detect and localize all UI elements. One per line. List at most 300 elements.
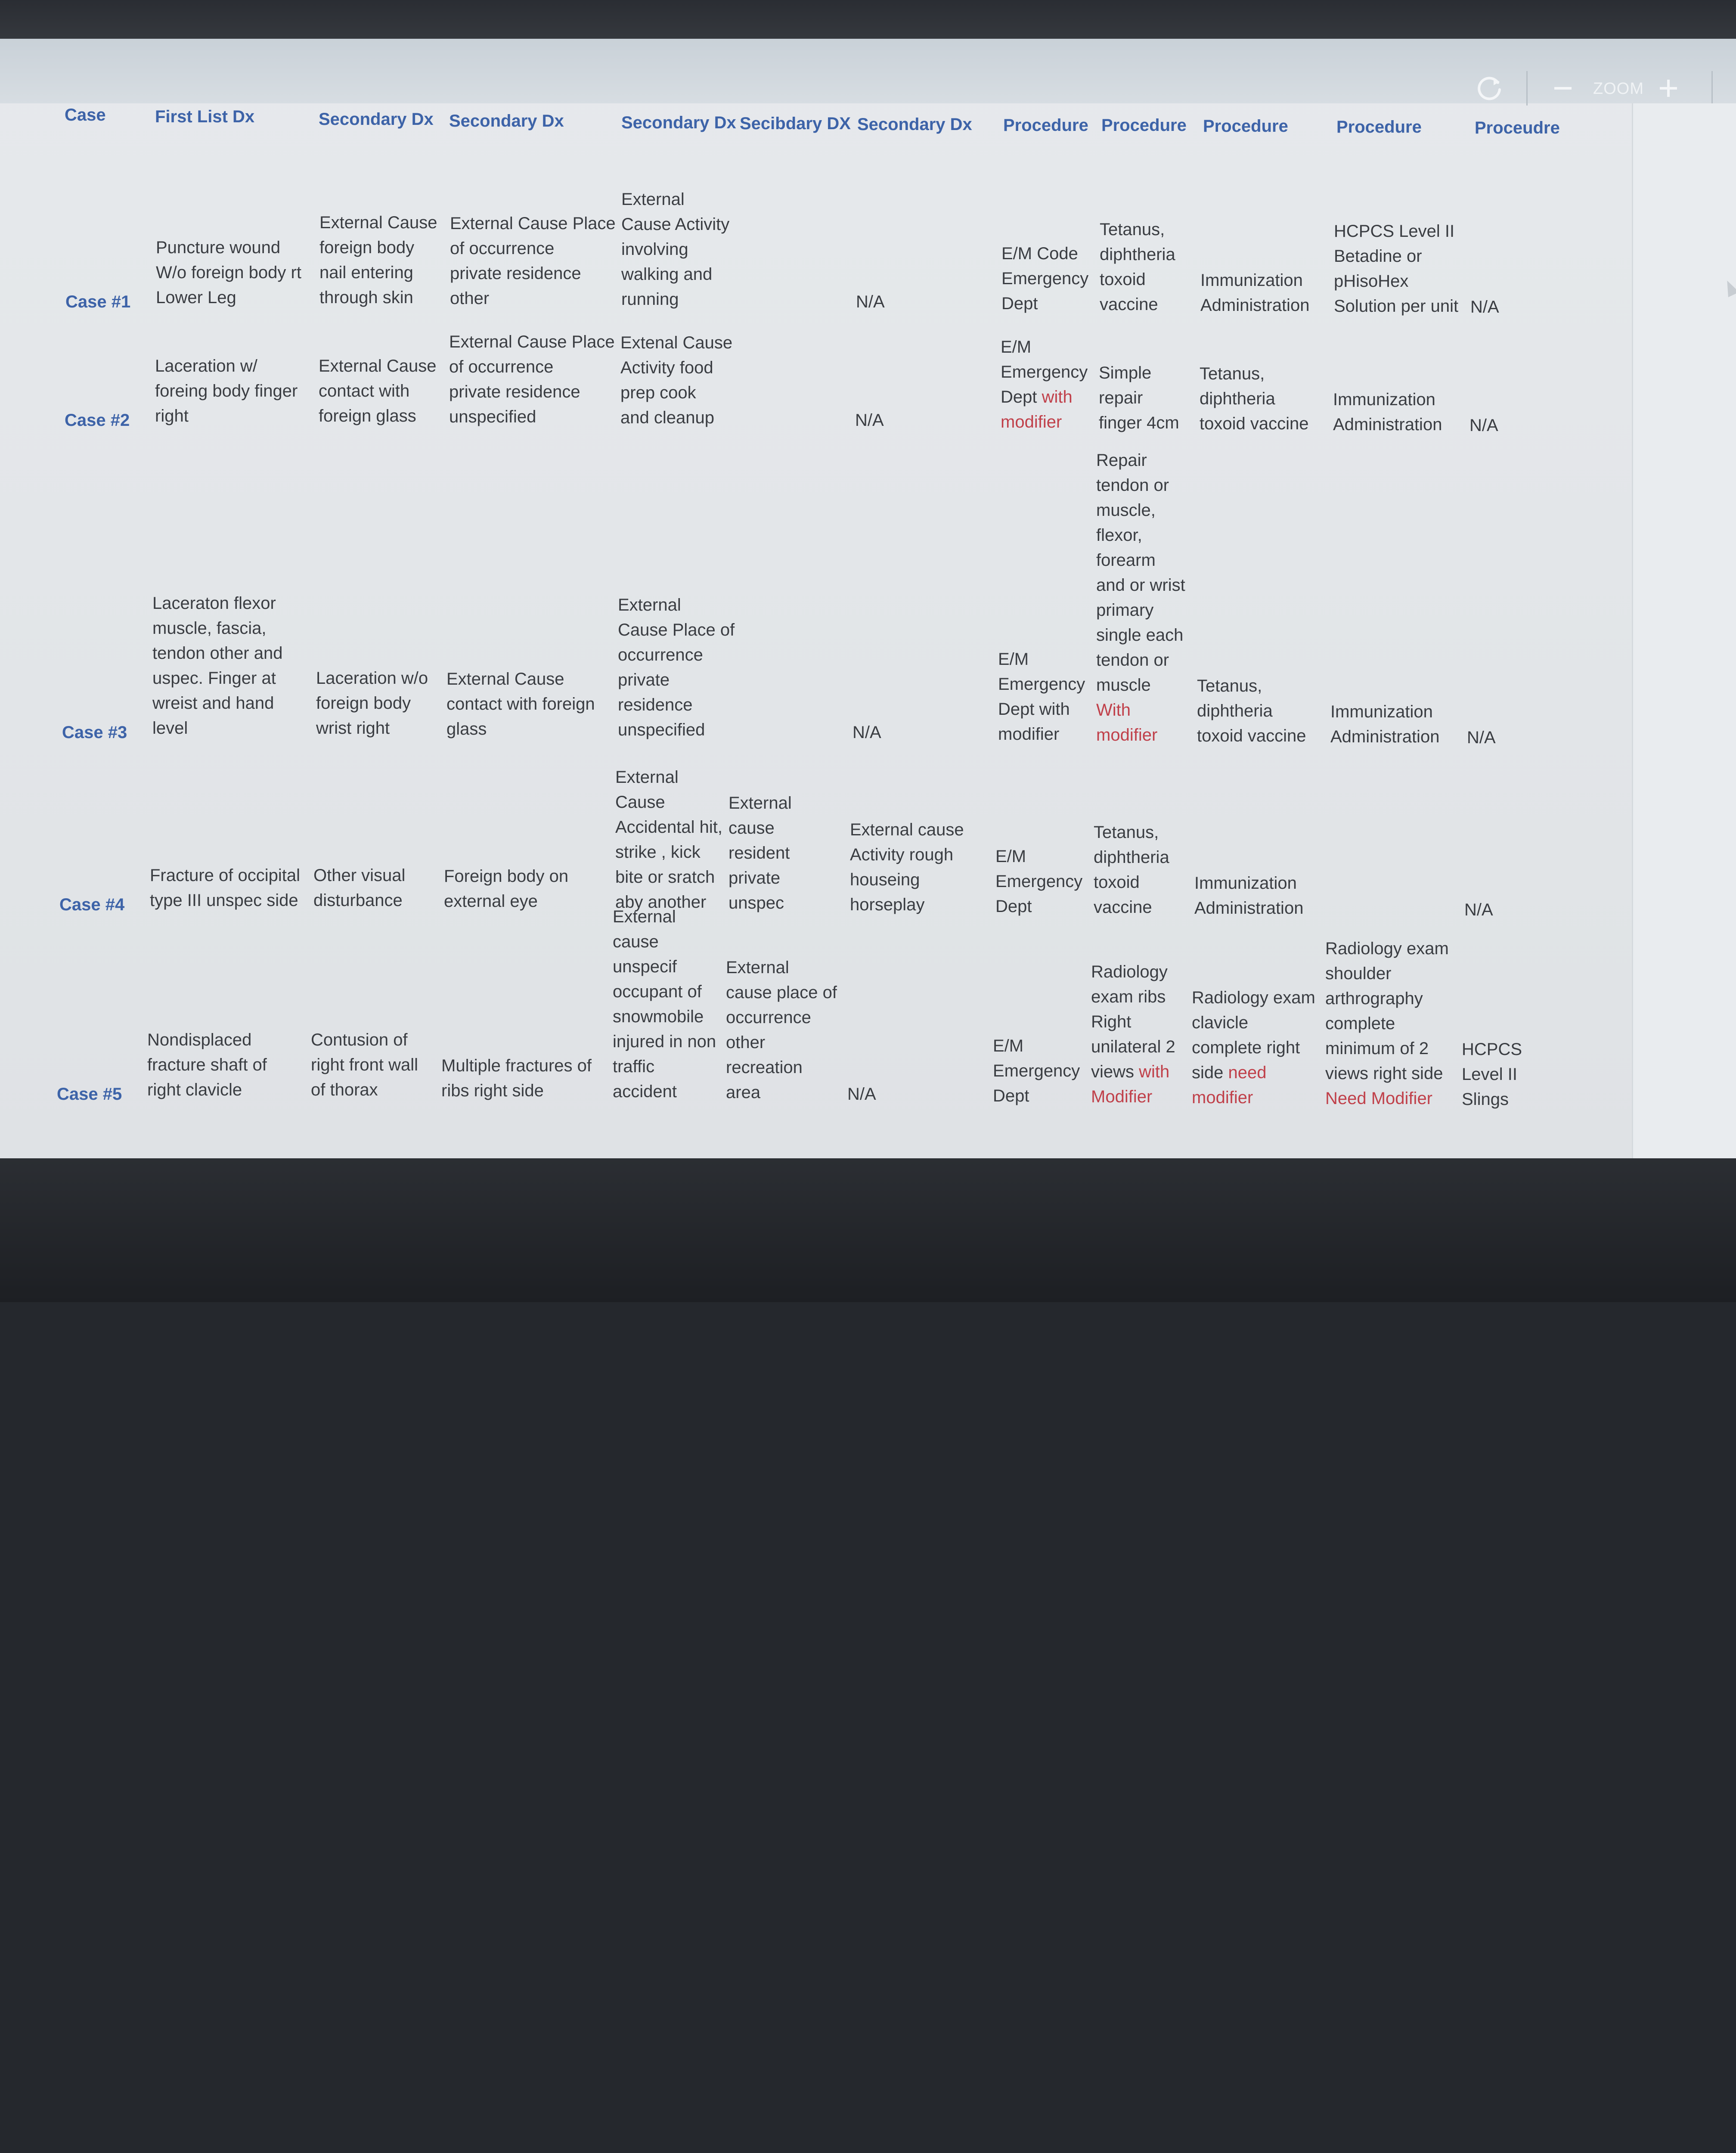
cell-text: External Cause Place — [450, 214, 616, 233]
cell-line-proc-4 — [1325, 1036, 1429, 1061]
cell-text: unspec — [728, 893, 784, 912]
case-label — [62, 720, 127, 745]
cell-text: diphtheria — [1200, 389, 1275, 408]
cell-text: occupant of — [613, 982, 702, 1001]
cell-text: Radiology exam — [1192, 988, 1315, 1007]
cell-line-first-dx — [152, 616, 267, 641]
cell-text: snowmobile — [613, 1007, 704, 1026]
cell-line-proc-4 — [1330, 699, 1433, 724]
cell-line-proc-2 — [1096, 648, 1169, 673]
cell-line-sec-dx-5 — [850, 867, 920, 892]
cell-text: arthrography — [1325, 989, 1423, 1008]
cell-line-sec-dx-1 — [319, 378, 409, 403]
cell-line-sec-dx-1 — [319, 210, 437, 235]
cell-text: toxoid — [1100, 270, 1146, 289]
cell-text: complete — [1325, 1014, 1395, 1033]
cell-text: recreation — [726, 1058, 803, 1077]
cell-line-proc-1 — [998, 672, 1085, 697]
cell-text: Administration — [1330, 727, 1440, 746]
cell-text: External Cause — [446, 670, 564, 689]
cell-text: Other visual — [313, 866, 406, 885]
zoom-in-icon[interactable] — [1655, 75, 1681, 101]
cell-line-proc-2 — [1096, 448, 1147, 473]
cell-line-sec-dx-1 — [319, 403, 416, 428]
cell-text: Accidental hit, — [615, 818, 723, 837]
cell-line-sec-dx-1 — [316, 666, 428, 691]
cell-line-sec-dx-1 — [319, 260, 413, 285]
cell-line-sec-dx-2 — [444, 889, 538, 914]
cell-line-proc-3 — [1200, 411, 1308, 436]
cell-line-sec-dx-3 — [621, 237, 688, 262]
cell-line-proc-2 — [1096, 473, 1169, 498]
cell-text: forearm — [1096, 551, 1156, 570]
cell-line-proc-2 — [1094, 820, 1159, 845]
cell-text: Activity food — [620, 358, 713, 377]
cell-text: modifier — [998, 725, 1060, 744]
cell-line-proc-2 — [1100, 242, 1175, 267]
cell-line-proc-5 — [1462, 1037, 1522, 1062]
cell-line-sec-dx-1 — [311, 1052, 418, 1077]
cell-text: Tetanus, — [1197, 676, 1262, 695]
cell-text: right clavicle — [147, 1080, 242, 1099]
cell-text: complete right — [1192, 1038, 1300, 1057]
cell-text: repair — [1099, 388, 1143, 407]
cell-line-sec-dx-2 — [450, 236, 554, 261]
cell-line-sec-dx-3 — [621, 287, 679, 312]
screen — [0, 39, 1736, 1158]
cell-line-sec-dx-3 — [620, 405, 714, 430]
cell-line-proc-1 — [1001, 360, 1088, 385]
cell-text: Repair — [1096, 451, 1147, 470]
cell-line-proc-3 — [1192, 1085, 1253, 1110]
cell-line-sec-dx-4 — [726, 1030, 765, 1055]
cell-line-sec-dx-4 — [726, 980, 837, 1005]
cell-text: Solution per unit — [1334, 297, 1459, 316]
cell-text: Betadine or — [1334, 247, 1422, 266]
cell-line-first-dx — [156, 285, 236, 310]
cell-line-proc-1 — [1001, 266, 1088, 291]
cell-line-sec-dx-1 — [316, 691, 411, 716]
cell-text: Administration — [1194, 899, 1304, 918]
cell-text: Level II — [1462, 1065, 1517, 1084]
cell-line-proc-3 — [1192, 985, 1315, 1010]
cell-line-sec-dx-3 — [618, 717, 705, 742]
cell-text: tendon or — [1096, 651, 1169, 670]
cell-line-sec-dx-4 — [728, 890, 784, 915]
cell-line-sec-dx-2 — [449, 354, 553, 379]
toolbar-divider — [1711, 71, 1713, 105]
cell-text: of occurrence — [449, 357, 554, 376]
cell-text: type III unspec side — [150, 891, 298, 910]
cell-line-proc-1 — [993, 1083, 1029, 1108]
cell-text: prep cook — [620, 383, 696, 402]
cell-text: modifier — [1192, 1088, 1253, 1107]
cell-line-sec-dx-4 — [726, 955, 789, 980]
cell-line-sec-dx-3 — [613, 954, 677, 979]
cell-text: private — [618, 670, 670, 689]
cell-line-sec-dx-2 — [450, 286, 489, 311]
cell-text: External — [621, 190, 685, 209]
header-procedure-4: Procedure — [1336, 118, 1422, 137]
cell-line-proc-1 — [1001, 335, 1031, 360]
cell-text: E/M Code — [1001, 244, 1078, 263]
cell-text: Radiology — [1091, 962, 1168, 981]
cell-line-sec-dx-4 — [726, 1005, 811, 1030]
cell-line-proc-1 — [998, 697, 1070, 722]
cell-line-sec-dx-3 — [618, 593, 681, 617]
cell-text: N/A — [847, 1085, 876, 1104]
cell-line-proc-2 — [1096, 548, 1156, 573]
cell-line-first-dx — [156, 260, 301, 285]
cell-line-proc-1 — [998, 647, 1029, 672]
zoom-label: ZOOM — [1593, 80, 1644, 98]
cell-text: Dept — [995, 897, 1032, 916]
cell-text: occurrence — [618, 645, 703, 664]
cell-line-proc-4 — [1325, 1011, 1395, 1036]
cell-line-proc-3 — [1200, 293, 1309, 318]
cell-text: muscle, — [1096, 501, 1156, 520]
cell-text: external eye — [444, 892, 538, 911]
cell-line-proc-5 — [1467, 725, 1496, 750]
cell-line-proc-2 — [1091, 1034, 1175, 1059]
cell-text: N/A — [855, 411, 884, 430]
cell-line-proc-1 — [995, 844, 1026, 869]
header-secondary-dx-4: Secibdary DX — [740, 114, 851, 133]
cell-text: tendon or — [1096, 476, 1169, 495]
cell-line-proc-2 — [1091, 984, 1166, 1009]
cell-text: aby another — [615, 893, 707, 912]
cell-text: contact with foreign — [446, 695, 595, 714]
cell-line-first-dx — [155, 354, 257, 378]
cell-line-proc-2 — [1100, 267, 1146, 292]
cell-line-sec-dx-3 — [613, 1029, 716, 1054]
cell-line-sec-dx-3 — [618, 692, 692, 717]
cell-line-sec-dx-2 — [441, 1078, 544, 1103]
cell-line-proc-4 — [1325, 1061, 1443, 1086]
cell-line-sec-dx-3 — [621, 187, 685, 212]
right-margin-panel — [1632, 103, 1736, 1158]
cell-line-sec-dx-5 — [852, 720, 881, 745]
cell-line-sec-dx-3 — [620, 355, 713, 380]
cell-text: Contusion of — [311, 1030, 408, 1049]
cell-line-proc-2 — [1091, 1084, 1152, 1109]
cell-text: Extenal Cause — [620, 333, 733, 352]
cell-text: tendon other and — [152, 644, 283, 663]
cell-text: Radiology exam — [1325, 939, 1449, 958]
cell-text: Cause Place of — [618, 620, 735, 639]
cell-text: minimum of 2 — [1325, 1039, 1429, 1058]
cell-text: Fracture of occipital — [150, 866, 301, 885]
cell-line-proc-5 — [1462, 1087, 1509, 1112]
cell-line-sec-dx-1 — [319, 235, 414, 260]
header-secondary-dx-5: Secondary Dx — [857, 115, 972, 134]
cell-text: wrist right — [316, 719, 390, 738]
cell-line-proc-1 — [998, 722, 1059, 747]
cell-text: With — [1096, 701, 1131, 720]
coding-table — [0, 39, 1632, 1158]
cell-text: unspecified — [449, 407, 536, 426]
cell-line-first-dx — [147, 1052, 267, 1077]
cell-text: occurrence — [726, 1008, 811, 1027]
cell-text: level — [152, 719, 188, 738]
cell-line-proc-1 — [1001, 410, 1062, 434]
cell-text: resident — [728, 844, 790, 862]
cell-text: foreign body — [319, 238, 415, 257]
cell-text: Activity rough — [850, 845, 954, 864]
cell-line-sec-dx-3 — [613, 979, 702, 1004]
cell-line-proc-2 — [1091, 1009, 1131, 1034]
header-secondary-dx-1: Secondary Dx — [319, 110, 434, 129]
cell-text: Emergency — [995, 872, 1083, 891]
cell-text: HCPCS — [1462, 1040, 1522, 1059]
cell-text: wreist and hand — [152, 694, 274, 713]
cell-text: Case #3 — [62, 723, 127, 742]
cell-line-sec-dx-3 — [615, 865, 715, 890]
cell-line-sec-dx-4 — [726, 1080, 760, 1105]
cell-line-sec-dx-5 — [850, 817, 964, 842]
cell-text: injured in non — [613, 1032, 716, 1051]
cell-text: residence — [618, 695, 693, 714]
cell-text: foreing body finger — [155, 382, 298, 400]
cell-text: E/M — [1001, 338, 1032, 357]
cell-text: through skin — [319, 288, 413, 307]
cell-text: External — [613, 907, 676, 926]
case-label — [59, 892, 124, 917]
cell-text: views — [1091, 1062, 1135, 1081]
cell-line-first-dx — [147, 1027, 251, 1052]
cell-line-sec-dx-1 — [311, 1027, 408, 1052]
cell-line-proc-2 — [1100, 217, 1165, 242]
case-label — [65, 289, 130, 314]
cell-text: Simple — [1099, 363, 1152, 382]
cell-text: pHisoHex — [1334, 272, 1409, 291]
cell-text: right — [155, 406, 189, 425]
cell-line-proc-2 — [1091, 1059, 1169, 1084]
cell-line-first-dx — [152, 591, 276, 616]
cell-text: modifier — [1001, 413, 1062, 431]
header-first-list-dx: First List Dx — [155, 107, 255, 126]
cell-line-proc-4 — [1334, 219, 1454, 244]
cell-text: accident — [613, 1082, 677, 1101]
cell-line-proc-3 — [1192, 1060, 1267, 1085]
cell-text: cause — [613, 932, 659, 951]
cell-text: Puncture wound — [156, 238, 281, 257]
cell-line-sec-dx-1 — [311, 1077, 378, 1102]
cell-text: Immunization — [1194, 874, 1297, 893]
cell-text: Immunization — [1333, 390, 1435, 409]
cell-text: cause place of — [726, 983, 837, 1002]
cell-text: External Cause Place — [449, 332, 615, 351]
cell-text: N/A — [1464, 900, 1493, 919]
cell-line-proc-3 — [1194, 871, 1297, 896]
cell-text: Emergency — [1001, 269, 1089, 288]
cell-line-proc-1 — [1001, 291, 1038, 316]
cell-text: vaccine — [1100, 295, 1158, 314]
cell-text: private — [728, 869, 781, 887]
cell-line-sec-dx-2 — [449, 404, 536, 429]
cell-line-sec-dx-3 — [613, 904, 676, 929]
cell-text: Slings — [1462, 1090, 1509, 1109]
cell-text: Emergency — [1001, 363, 1088, 382]
cell-text: Need Modifier — [1325, 1089, 1433, 1108]
cell-text: fracture shaft of — [147, 1055, 267, 1074]
cell-text: muscle, fascia, — [152, 619, 267, 638]
cell-text: N/A — [852, 723, 881, 742]
cell-text: External Cause — [319, 213, 437, 232]
cell-line-sec-dx-3 — [618, 617, 735, 642]
cell-line-first-dx — [155, 403, 189, 428]
cell-text: uspec. Finger at — [152, 669, 276, 688]
cell-line-proc-1 — [993, 1058, 1080, 1083]
cell-line-proc-3 — [1197, 698, 1273, 723]
cell-line-proc-5 — [1469, 413, 1498, 438]
cell-line-sec-dx-3 — [621, 212, 729, 237]
cell-text: area — [726, 1083, 761, 1102]
cell-line-sec-dx-3 — [618, 667, 670, 692]
cell-line-first-dx — [152, 666, 276, 691]
cell-text: contact with — [319, 382, 410, 400]
cell-line-proc-5 — [1464, 897, 1493, 922]
cell-text: Cause — [615, 793, 665, 812]
cell-text: External Cause — [319, 357, 437, 375]
cell-text: External — [728, 794, 792, 813]
cell-text: disturbance — [313, 891, 403, 910]
cell-line-first-dx — [152, 641, 282, 666]
cell-line-sec-dx-4 — [728, 841, 790, 866]
cell-line-sec-dx-3 — [613, 929, 659, 954]
cell-text: ribs right side — [441, 1081, 544, 1100]
cell-text: diphtheria — [1197, 701, 1273, 720]
cell-line-sec-dx-2 — [441, 1053, 592, 1078]
cell-text: N/A — [856, 292, 885, 311]
cell-text: Immunization — [1200, 271, 1303, 290]
cell-line-proc-2 — [1099, 385, 1143, 410]
cell-line-proc-4 — [1334, 269, 1408, 294]
cell-text: W/o foreign body rt — [156, 263, 301, 282]
cell-text: Modifier — [1091, 1087, 1153, 1106]
cell-text: toxoid vaccine — [1200, 414, 1309, 433]
cell-text: toxoid — [1094, 873, 1140, 892]
cell-text: bite or sratch — [615, 868, 715, 887]
cell-text: Case #5 — [57, 1085, 122, 1104]
cell-text: views right side — [1325, 1064, 1443, 1083]
cell-line-proc-3 — [1200, 386, 1275, 411]
cell-text: private residence — [450, 264, 581, 283]
cell-text: horseplay — [850, 895, 925, 914]
cell-line-proc-3 — [1192, 1010, 1248, 1035]
cell-line-sec-dx-1 — [313, 888, 403, 913]
cell-text: E/M — [995, 847, 1026, 866]
cell-text: Dept — [993, 1086, 1029, 1105]
cell-text: Tetanus, — [1094, 823, 1159, 842]
cell-text: Emergency — [998, 675, 1085, 694]
cell-text: Multiple fractures of — [441, 1056, 592, 1075]
cell-text: of occurrence — [450, 239, 555, 258]
header-procedure-5: Proceudre — [1475, 118, 1560, 137]
cell-text: houseing — [850, 870, 920, 889]
cell-line-proc-2 — [1091, 959, 1168, 984]
cell-text: glass — [446, 720, 487, 738]
cell-text: N/A — [1469, 416, 1498, 435]
cell-text: Case #4 — [59, 895, 125, 914]
cell-text: involving — [621, 240, 688, 259]
cell-line-sec-dx-2 — [449, 329, 615, 354]
cell-text: private residence — [449, 382, 580, 401]
cell-line-proc-3 — [1197, 673, 1262, 698]
cell-line-proc-2 — [1099, 360, 1151, 385]
cell-line-sec-dx-1 — [319, 354, 436, 378]
cell-line-sec-dx-3 — [615, 840, 701, 865]
cell-text: Lower Leg — [156, 288, 236, 307]
cell-line-first-dx — [150, 863, 300, 888]
cell-text: with — [1134, 1062, 1170, 1081]
case-label — [57, 1082, 122, 1107]
header-procedure-3: Procedure — [1203, 117, 1288, 136]
cell-line-sec-dx-4 — [728, 791, 792, 816]
cell-line-proc-5 — [1470, 295, 1499, 320]
cell-line-first-dx — [155, 378, 298, 403]
cell-line-sec-dx-5 — [850, 892, 924, 917]
cell-text: vaccine — [1094, 898, 1152, 917]
cell-text: External — [615, 768, 679, 787]
cell-line-proc-3 — [1192, 1035, 1300, 1060]
cell-text: External — [726, 958, 789, 977]
cell-line-proc-4 — [1330, 724, 1439, 749]
cell-line-first-dx — [150, 888, 298, 913]
cell-text: N/A — [1470, 298, 1499, 316]
cell-text: Laceration w/o — [316, 669, 428, 688]
cell-line-proc-4 — [1334, 244, 1422, 269]
cell-line-proc-2 — [1096, 573, 1185, 598]
cell-text: other — [726, 1033, 766, 1052]
cell-line-sec-dx-3 — [615, 790, 665, 815]
cell-line-proc-2 — [1096, 623, 1183, 648]
monitor-bezel-bottom — [0, 1158, 1736, 1302]
cell-line-sec-dx-3 — [615, 815, 722, 840]
cell-text: exam ribs — [1091, 987, 1166, 1006]
cell-line-proc-4 — [1334, 294, 1458, 319]
cell-text: single each — [1096, 626, 1184, 645]
cell-line-proc-1 — [1001, 385, 1073, 410]
cell-text: Administration — [1200, 296, 1310, 315]
cell-line-first-dx — [152, 691, 274, 716]
cell-text: diphtheria — [1094, 848, 1169, 867]
cell-line-proc-4 — [1333, 387, 1435, 412]
cell-line-proc-4 — [1333, 412, 1442, 437]
cell-line-sec-dx-2 — [449, 379, 580, 404]
cell-line-proc-4 — [1325, 986, 1423, 1011]
cell-text: Tetanus, — [1200, 364, 1265, 383]
cell-line-proc-1 — [993, 1033, 1023, 1058]
cell-text: N/A — [1467, 728, 1496, 747]
cell-text: modifier — [1096, 726, 1158, 745]
cell-line-sec-dx-5 — [855, 408, 884, 433]
cell-line-sec-dx-4 — [728, 866, 780, 890]
cell-line-first-dx — [156, 235, 280, 260]
cell-line-sec-dx-5 — [850, 842, 953, 867]
cell-line-proc-3 — [1197, 723, 1306, 748]
cell-text: Nondisplaced — [147, 1030, 252, 1049]
cell-line-proc-2 — [1099, 410, 1179, 435]
cell-line-proc-4 — [1325, 1086, 1432, 1111]
cell-text: primary — [1096, 601, 1154, 620]
cell-text: right front wall — [311, 1055, 418, 1074]
header-case: Case — [65, 105, 106, 124]
cell-text: Dept — [1001, 388, 1037, 406]
cell-text: Emergency — [993, 1061, 1080, 1080]
cell-line-proc-4 — [1325, 936, 1449, 961]
cell-text: Tetanus, — [1100, 220, 1165, 239]
